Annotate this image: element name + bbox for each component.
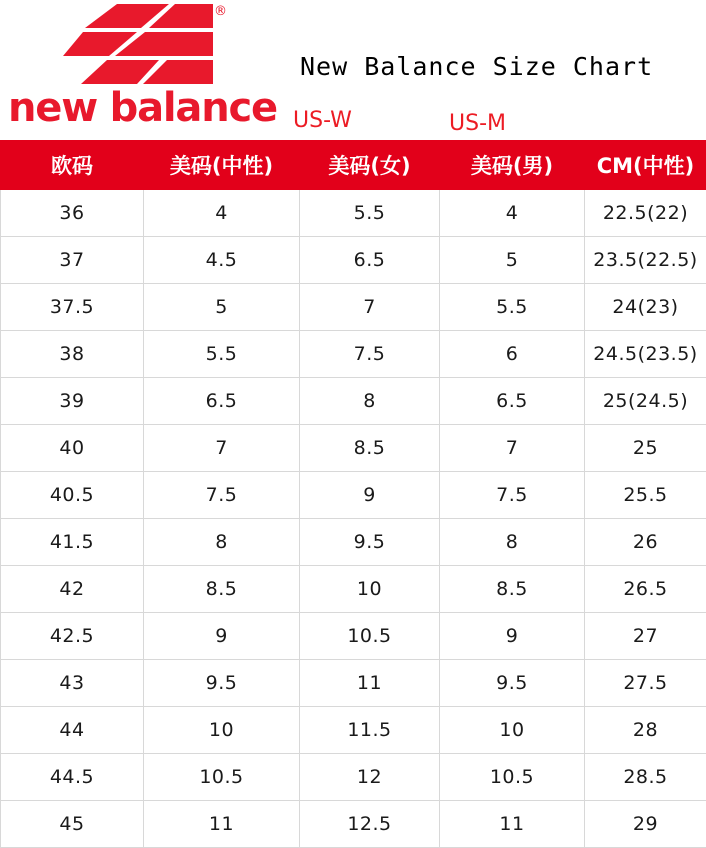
cell-cm: 22.5(22) — [585, 190, 706, 237]
cell-eu: 37 — [1, 237, 144, 284]
cell-cm: 25.5 — [585, 472, 706, 519]
cell-cm: 25 — [585, 425, 706, 472]
cell-us-unisex: 10 — [144, 707, 300, 754]
cell-eu: 40.5 — [1, 472, 144, 519]
cell-us-women: 7.5 — [300, 331, 440, 378]
cell-us-women: 8.5 — [300, 425, 440, 472]
cell-us-men: 9 — [440, 613, 585, 660]
chart-header — [0, 0, 706, 140]
cell-us-men: 10.5 — [440, 754, 585, 801]
nb-logo-icon — [63, 2, 223, 88]
cell-us-unisex: 9 — [144, 613, 300, 660]
size-chart-table — [0, 140, 706, 848]
cell-cm: 27.5 — [585, 660, 706, 707]
cell-us-unisex: 11 — [144, 801, 300, 848]
column-header-us-women: 美码(女) — [300, 141, 440, 190]
cell-us-women: 8 — [300, 378, 440, 425]
cell-us-women: 11.5 — [300, 707, 440, 754]
cell-us-women: 12 — [300, 754, 440, 801]
cell-cm: 27 — [585, 613, 706, 660]
cell-cm: 24(23) — [585, 284, 706, 331]
new-balance-logo — [8, 2, 288, 137]
cell-us-men: 10 — [440, 707, 585, 754]
cell-eu: 42.5 — [1, 613, 144, 660]
table-row — [1, 519, 706, 566]
table-row — [1, 801, 706, 848]
cell-us-women: 9.5 — [300, 519, 440, 566]
cell-cm: 29 — [585, 801, 706, 848]
cell-eu: 40 — [1, 425, 144, 472]
cell-eu: 37.5 — [1, 284, 144, 331]
cell-eu: 44.5 — [1, 754, 144, 801]
cell-us-unisex: 5 — [144, 284, 300, 331]
cell-eu: 36 — [1, 190, 144, 237]
cell-eu: 45 — [1, 801, 144, 848]
cell-us-women: 5.5 — [300, 190, 440, 237]
cell-us-unisex: 8 — [144, 519, 300, 566]
cell-us-men: 5 — [440, 237, 585, 284]
column-header-us-unisex: 美码(中性) — [144, 141, 300, 190]
cell-us-men: 4 — [440, 190, 585, 237]
cell-us-unisex: 7 — [144, 425, 300, 472]
table-row — [1, 190, 706, 237]
cell-cm: 26.5 — [585, 566, 706, 613]
brand-wordmark: new balance — [8, 86, 288, 130]
table-row — [1, 613, 706, 660]
cell-eu: 44 — [1, 707, 144, 754]
cell-us-men: 8.5 — [440, 566, 585, 613]
cell-us-women: 10 — [300, 566, 440, 613]
cell-us-men: 8 — [440, 519, 585, 566]
cell-us-unisex: 6.5 — [144, 378, 300, 425]
column-header-eu: 欧码 — [1, 141, 144, 190]
cell-us-men: 11 — [440, 801, 585, 848]
cell-eu: 39 — [1, 378, 144, 425]
cell-us-women: 9 — [300, 472, 440, 519]
cell-us-unisex: 10.5 — [144, 754, 300, 801]
cell-cm: 28 — [585, 707, 706, 754]
cell-eu: 38 — [1, 331, 144, 378]
cell-us-men: 6.5 — [440, 378, 585, 425]
table-row — [1, 707, 706, 754]
cell-us-women: 6.5 — [300, 237, 440, 284]
cell-us-women: 12.5 — [300, 801, 440, 848]
table-row — [1, 472, 706, 519]
registered-trademark-icon: ® — [214, 4, 227, 19]
table-row — [1, 378, 706, 425]
cell-us-men: 6 — [440, 331, 585, 378]
cell-cm: 23.5(22.5) — [585, 237, 706, 284]
cell-eu: 42 — [1, 566, 144, 613]
table-row — [1, 660, 706, 707]
cell-eu: 43 — [1, 660, 144, 707]
table-header-row — [1, 141, 706, 190]
table-body — [1, 190, 706, 848]
cell-us-unisex: 4 — [144, 190, 300, 237]
annotation-us-women: US-W — [293, 108, 352, 133]
table-row — [1, 284, 706, 331]
table-row — [1, 331, 706, 378]
cell-cm: 24.5(23.5) — [585, 331, 706, 378]
cell-us-unisex: 7.5 — [144, 472, 300, 519]
cell-us-unisex: 8.5 — [144, 566, 300, 613]
table-row — [1, 237, 706, 284]
table-row — [1, 754, 706, 801]
table-row — [1, 566, 706, 613]
cell-us-women: 7 — [300, 284, 440, 331]
cell-us-women: 11 — [300, 660, 440, 707]
cell-us-men: 9.5 — [440, 660, 585, 707]
table-row — [1, 425, 706, 472]
cell-us-unisex: 4.5 — [144, 237, 300, 284]
cell-us-men: 5.5 — [440, 284, 585, 331]
cell-cm: 26 — [585, 519, 706, 566]
cell-us-men: 7.5 — [440, 472, 585, 519]
annotation-us-men: US-M — [449, 111, 506, 136]
cell-us-unisex: 9.5 — [144, 660, 300, 707]
cell-cm: 28.5 — [585, 754, 706, 801]
cell-cm: 25(24.5) — [585, 378, 706, 425]
column-header-cm: CM(中性) — [585, 141, 706, 190]
page-title: New Balance Size Chart — [300, 52, 653, 81]
column-header-us-men: 美码(男) — [440, 141, 585, 190]
cell-us-men: 7 — [440, 425, 585, 472]
cell-eu: 41.5 — [1, 519, 144, 566]
cell-us-women: 10.5 — [300, 613, 440, 660]
cell-us-unisex: 5.5 — [144, 331, 300, 378]
